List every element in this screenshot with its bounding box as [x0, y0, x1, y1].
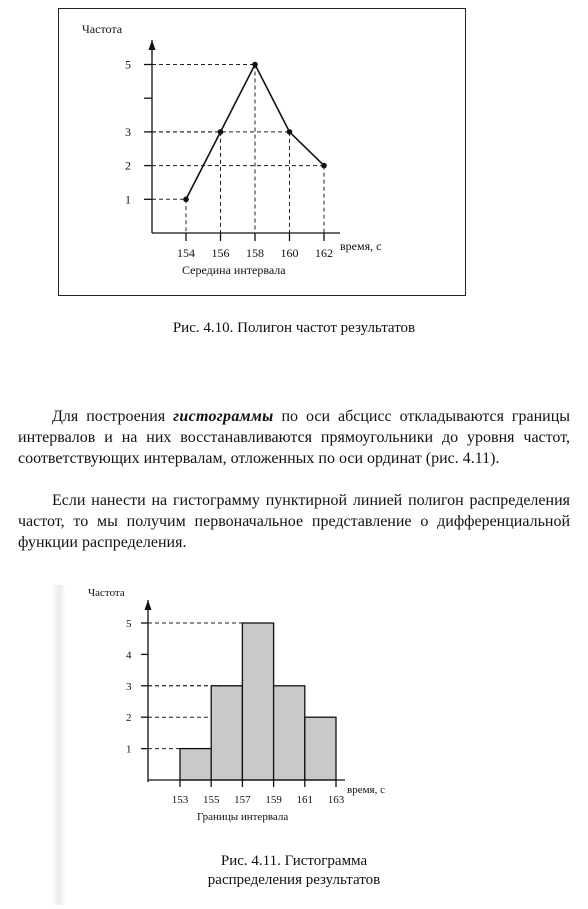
c2-y-tick-label: 1 [126, 743, 132, 756]
c1-y-tick-label: 2 [125, 158, 131, 173]
c2-y-tick-label: 5 [126, 618, 132, 630]
c1-y-tick-label: 5 [125, 57, 131, 72]
c2-x-tick-label: 163 [327, 794, 345, 806]
c2-y-tick-label: 4 [126, 649, 132, 662]
c1-x-axis-label: время, с [340, 239, 382, 253]
c1-y-tick-label: 3 [125, 124, 131, 139]
c2-y-tick-label: 3 [126, 680, 132, 693]
paragraph1-before: Для построения [52, 408, 174, 425]
paragraph-histogram-definition [18, 406, 570, 469]
c1-guide-lines [152, 65, 324, 234]
figure-4-11-caption [0, 852, 588, 890]
c2-bar [242, 623, 273, 780]
c1-x-tick-label: 154 [177, 246, 195, 260]
c2-x-tick-label: 153 [171, 794, 189, 806]
paragraph2-text: Если нанести на гистограмму пунктирной линией полигон распределения частот, то мы получим первоначальное представление о дифференциальной функции распределения. [18, 492, 570, 551]
c2-bar [305, 717, 336, 780]
c1-y-axis-label: Частота [82, 22, 123, 36]
c1-data-point [287, 129, 293, 135]
c2-x-tick-label: 161 [296, 794, 314, 806]
c2-x-tick-label: 159 [265, 794, 282, 806]
c1-y-arrow [149, 40, 156, 50]
c1-data-point [218, 129, 224, 135]
c1-x-tick-label: 158 [246, 246, 264, 260]
c2-y-axis-label: Частота [88, 587, 125, 599]
figure-4-11-caption-line1: Рис. 4.11. Гистограмма [220, 853, 368, 869]
c2-bar [211, 686, 242, 780]
c2-bar [274, 686, 305, 780]
c2-x-title: Границы интервала [197, 811, 289, 823]
c1-data-point [183, 197, 189, 203]
c1-data-point [321, 163, 327, 169]
paragraph-polygon-overlay [18, 490, 570, 553]
c1-x-tick-label: 160 [280, 246, 299, 260]
paragraph1-after: по оси абсцисс откладываются границы интервалов и на них восстанавливаются прямоугольники до уровня частот, соответствующих интервалам, отложенных по оси ординат (рис. 4.11). [18, 408, 570, 467]
figure-4-10-caption: Рис. 4.10. Полигон частот результатов [172, 320, 416, 336]
c2-bar [180, 749, 211, 780]
c1-x-title: Середина интервала [182, 263, 286, 277]
term-histogram: гистограммы [173, 408, 274, 425]
c2-y-tick-label: 2 [126, 712, 132, 725]
c2-x-tick-label: 157 [234, 794, 251, 806]
frequency-polygon-chart [0, 0, 588, 320]
c2-bars [180, 623, 336, 780]
c2-x-axis-label: время, с [347, 784, 385, 796]
c1-data-point [252, 62, 258, 68]
c1-y-tick-label: 1 [125, 192, 131, 207]
c2-y-arrow [145, 600, 152, 610]
figure-4-11-caption-line2: распределения результатов [207, 872, 381, 888]
c2-x-tick-label: 155 [202, 794, 220, 806]
histogram-chart [0, 580, 588, 830]
c1-x-tick-label: 156 [211, 246, 230, 260]
c1-x-tick-label: 162 [315, 246, 333, 260]
